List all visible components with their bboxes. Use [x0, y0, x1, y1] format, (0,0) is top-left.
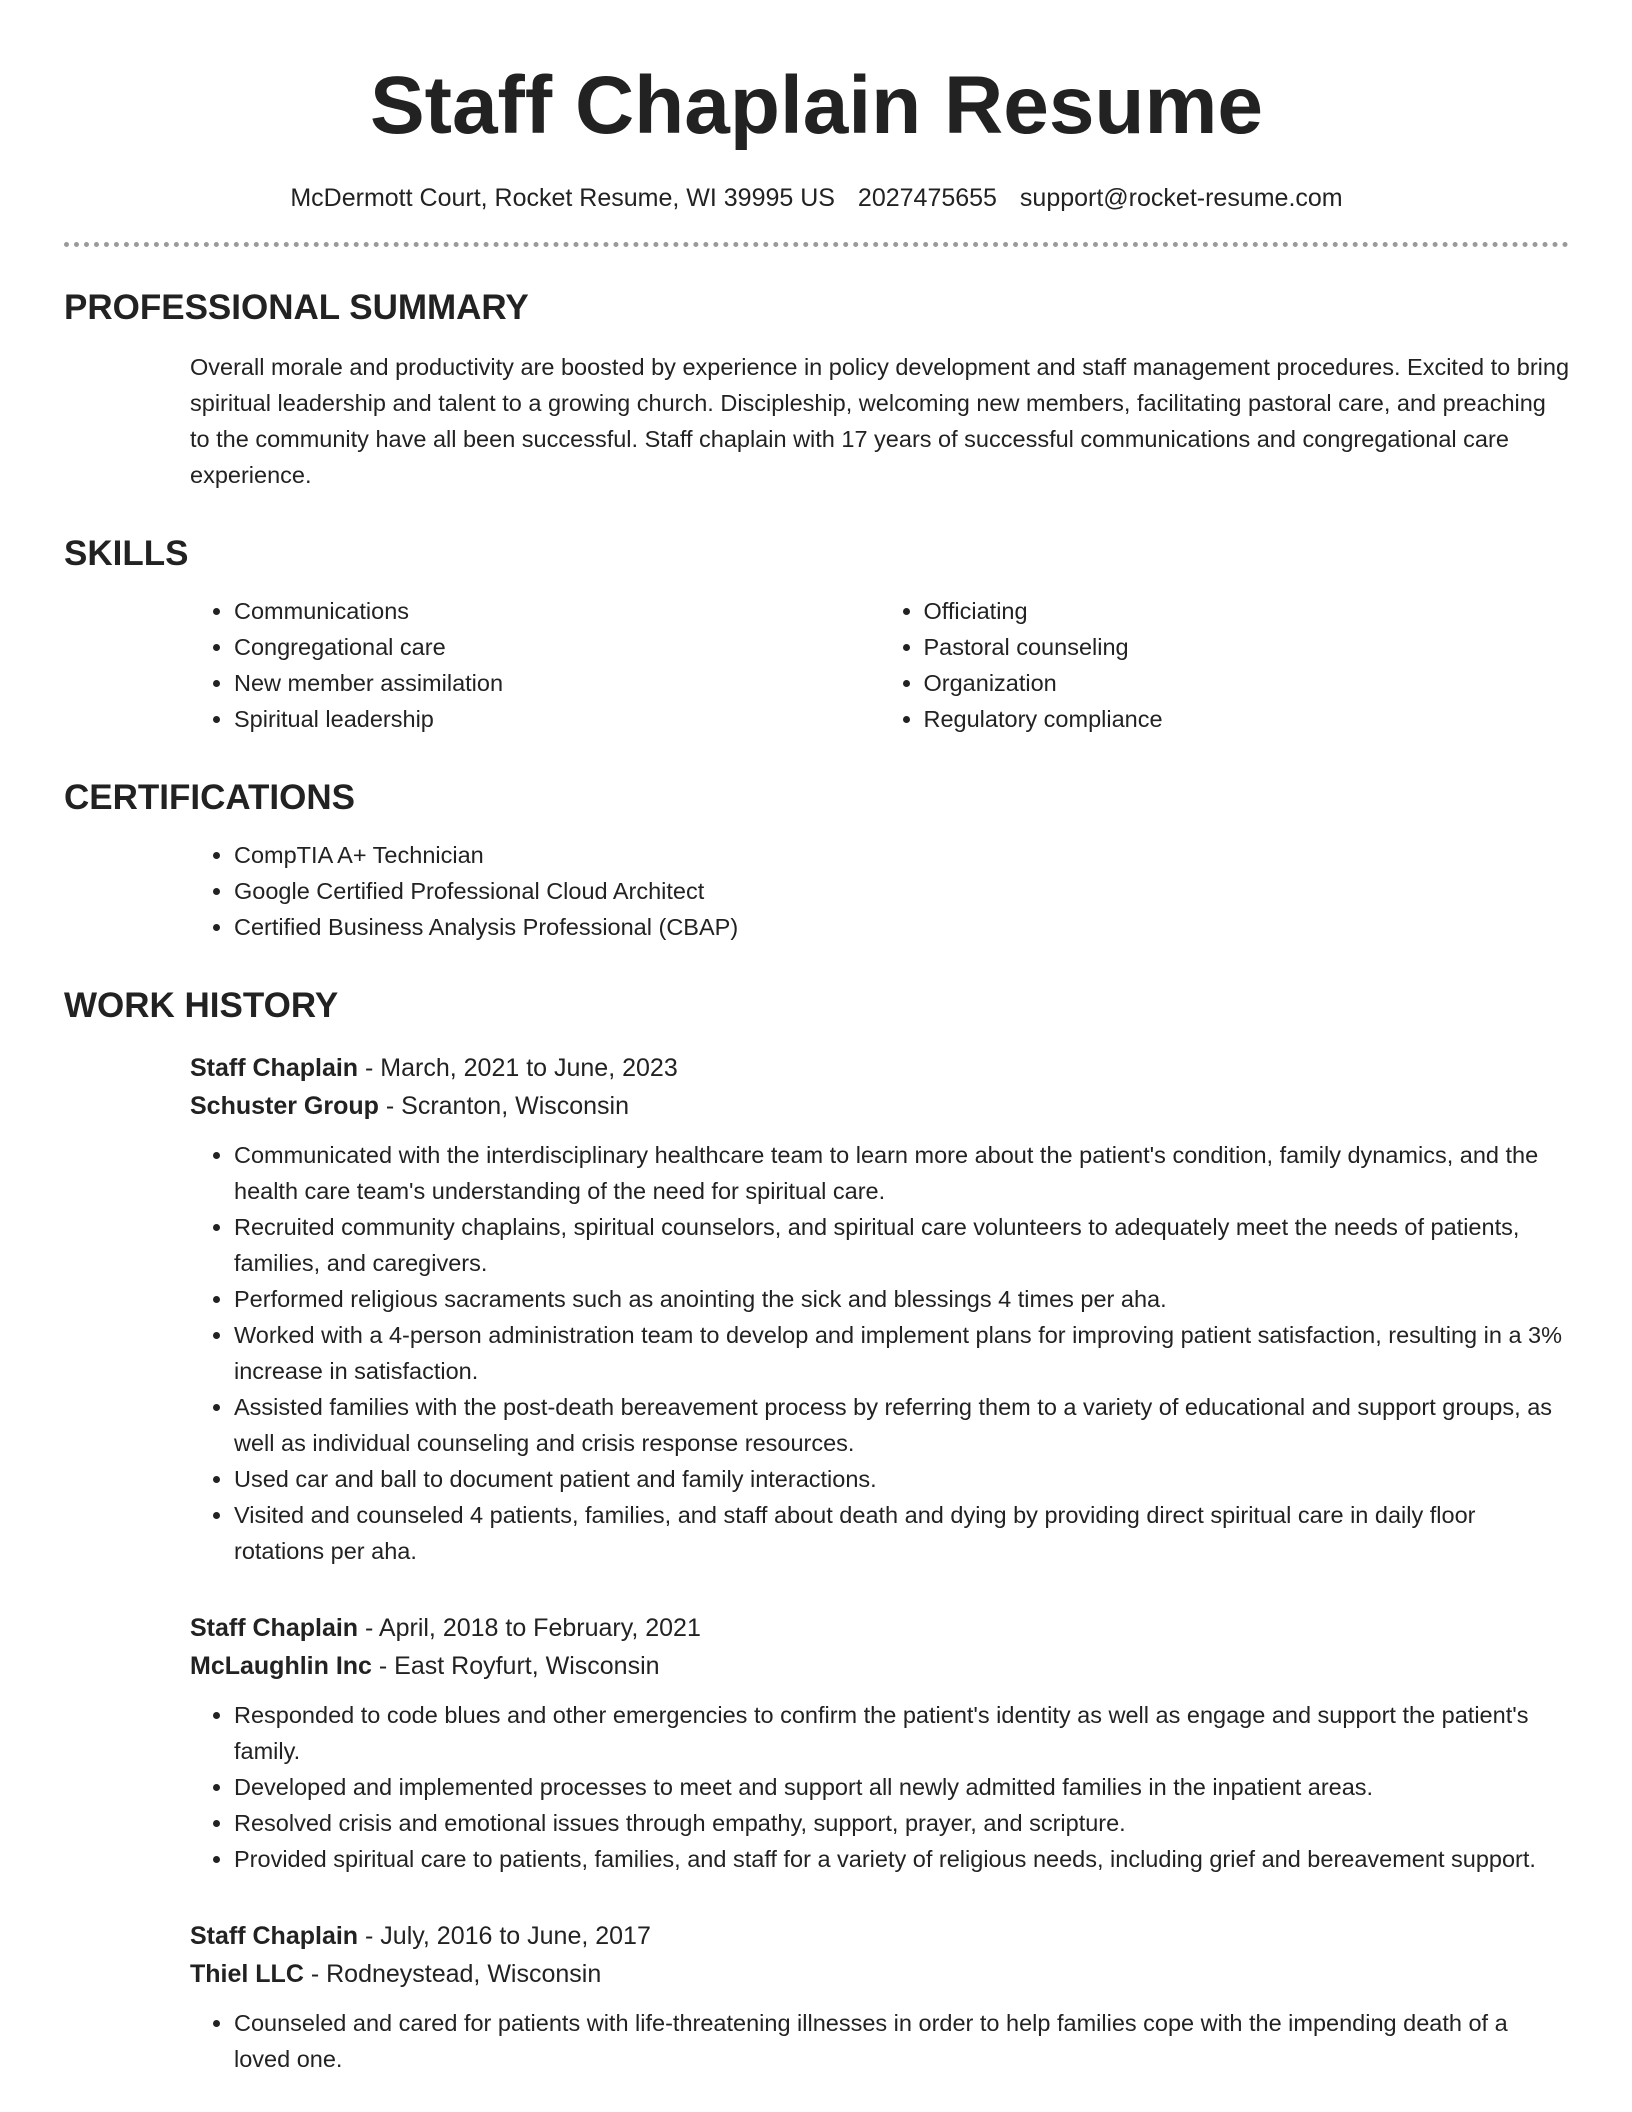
- certifications-list: [190, 837, 1569, 945]
- job-bullet: • Visited and counseled 4 patients, families, and staff about death and dying by providing direct spiritual care in daily floor rotations per aha.: [234, 1497, 1569, 1569]
- contact-phone: 2027475655: [857, 184, 997, 212]
- job-bullet: • Provided spiritual care to patients, families, and staff for a variety of religious needs, including grief and bereavement support.: [234, 1841, 1569, 1877]
- job-bullet: • Assisted families with the post-death bereavement process by referring them to a variety of educational and support groups, as well as individual counseling and crisis response resources.: [234, 1389, 1569, 1461]
- skill-item: • Spiritual leadership: [234, 701, 880, 737]
- job-role: Staff Chaplain: [190, 1614, 359, 1642]
- job-dates: - March, 2021 to June, 2023: [358, 1054, 678, 1082]
- job-role-line: [190, 1049, 1569, 1087]
- job-role-line: [190, 1609, 1569, 1647]
- skills-list: [190, 593, 1569, 737]
- job-bullet: • Performed religious sacraments such as anointing the sick and blessings 4 times per aha.: [234, 1281, 1569, 1317]
- certifications-heading: CERTIFICATIONS: [64, 778, 356, 817]
- job-bullet: • Used car and ball to document patient and family interactions.: [234, 1461, 1569, 1497]
- contact-address: McDermott Court, Rocket Resume, WI 39995 US: [290, 184, 835, 212]
- job-dates: - April, 2018 to February, 2021: [358, 1614, 701, 1642]
- job-company-line: [190, 1955, 1569, 1993]
- resume-page: [64, 0, 1569, 2077]
- job-company-line: [190, 1647, 1569, 1685]
- job-dates: - July, 2016 to June, 2017: [358, 1922, 651, 1950]
- certification-item: • CompTIA A+ Technician: [234, 837, 1569, 873]
- skills-heading: SKILLS: [64, 534, 189, 573]
- job-entry: [190, 1049, 1569, 1569]
- skill-item: • Communications: [234, 593, 880, 629]
- skills-column-left: [190, 593, 880, 737]
- job-bullet: • Recruited community chaplains, spiritual counselors, and spiritual care volunteers to adequately meet the needs of patients, families, and caregivers.: [234, 1209, 1569, 1281]
- job-entry: [190, 1917, 1569, 2077]
- certification-item: • Google Certified Professional Cloud Architect: [234, 873, 1569, 909]
- job-bullets: [190, 1697, 1569, 1877]
- job-company: McLaughlin Inc: [190, 1652, 372, 1680]
- job-bullet: • Resolved crisis and emotional issues through empathy, support, prayer, and scripture.: [234, 1805, 1569, 1841]
- skill-item: • Regulatory compliance: [924, 701, 1570, 737]
- skill-item: • New member assimilation: [234, 665, 880, 701]
- job-location: - Scranton, Wisconsin: [378, 1092, 630, 1120]
- job-location: - Rodneystead, Wisconsin: [303, 1960, 602, 1988]
- contact-line: [64, 182, 1569, 214]
- skills-column-right: [880, 593, 1570, 737]
- job-role: Staff Chaplain: [190, 1054, 359, 1082]
- job-bullet: • Responded to code blues and other emergencies to confirm the patient's identity as well as engage and support the patient's family.: [234, 1697, 1569, 1769]
- skill-item: • Officiating: [924, 593, 1570, 629]
- header-divider: [64, 242, 1569, 247]
- job-location: - East Royfurt, Wisconsin: [371, 1652, 660, 1680]
- job-entry: [190, 1609, 1569, 1877]
- job-bullet: • Worked with a 4-person administration team to develop and implement plans for improving patient satisfaction, resulting in a 3% increase in satisfaction.: [234, 1317, 1569, 1389]
- job-bullet: • Communicated with the interdisciplinary healthcare team to learn more about the patient's condition, family dynamics, and the health care team's understanding of the need for spiritual care.: [234, 1137, 1569, 1209]
- summary-heading: PROFESSIONAL SUMMARY: [64, 288, 529, 327]
- contact-email: support@rocket-resume.com: [1019, 184, 1343, 212]
- job-bullets: [190, 1137, 1569, 1569]
- job-bullets: [190, 2005, 1569, 2077]
- skill-item: • Organization: [924, 665, 1570, 701]
- job-company: Schuster Group: [190, 1092, 379, 1120]
- job-company: Thiel LLC: [190, 1960, 304, 1988]
- skill-item: • Pastoral counseling: [924, 629, 1570, 665]
- resume-title: Staff Chaplain Resume: [369, 60, 1264, 151]
- skill-item: • Congregational care: [234, 629, 880, 665]
- job-role: Staff Chaplain: [190, 1922, 359, 1950]
- work-history-heading: WORK HISTORY: [64, 986, 339, 1025]
- certifications-bullets: [190, 837, 1569, 945]
- summary-text: Overall morale and productivity are boosted by experience in policy development and staff management procedures. Excited to bring spiritual leadership and talent to a growing church. Discipleship, welcoming new members, facilitating pastoral care, and preaching to the community have all been successful. Staff chaplain with 17 years of successful communications and congregational care experience.: [190, 354, 1570, 488]
- certification-item: • Certified Business Analysis Professional (CBAP): [234, 909, 1569, 945]
- job-bullet: • Counseled and cared for patients with life-threatening illnesses in order to help families cope with the impending death of a loved one.: [234, 2005, 1569, 2077]
- job-bullet: • Developed and implemented processes to meet and support all newly admitted families in the inpatient areas.: [234, 1769, 1569, 1805]
- job-company-line: [190, 1087, 1569, 1125]
- job-role-line: [190, 1917, 1569, 1955]
